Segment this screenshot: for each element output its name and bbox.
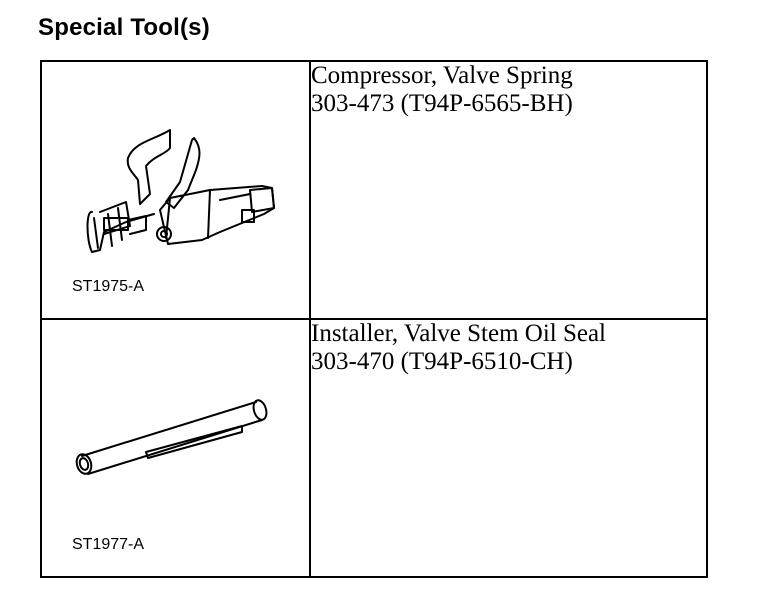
page-title: Special Tool(s): [38, 14, 210, 41]
special-tools-table: [40, 60, 708, 578]
tool-number: 303-473 (T94P-6565-BH): [311, 90, 573, 117]
tool-name: Installer, Valve Stem Oil Seal: [311, 320, 607, 347]
tool-row-compressor: [41, 61, 707, 319]
tool-code: ST1975-A: [72, 278, 145, 295]
tool-name: Compressor, Valve Spring: [311, 62, 573, 89]
tool-number: 303-470 (T94P-6510-CH): [311, 348, 573, 375]
tool-image-cell: [41, 61, 310, 319]
tool-code: ST1977-A: [72, 536, 145, 553]
tool-description-cell: [310, 61, 707, 319]
tool-row-installer: [41, 319, 707, 577]
tool-description-cell: [310, 319, 707, 577]
tool-image-cell: [41, 319, 310, 577]
